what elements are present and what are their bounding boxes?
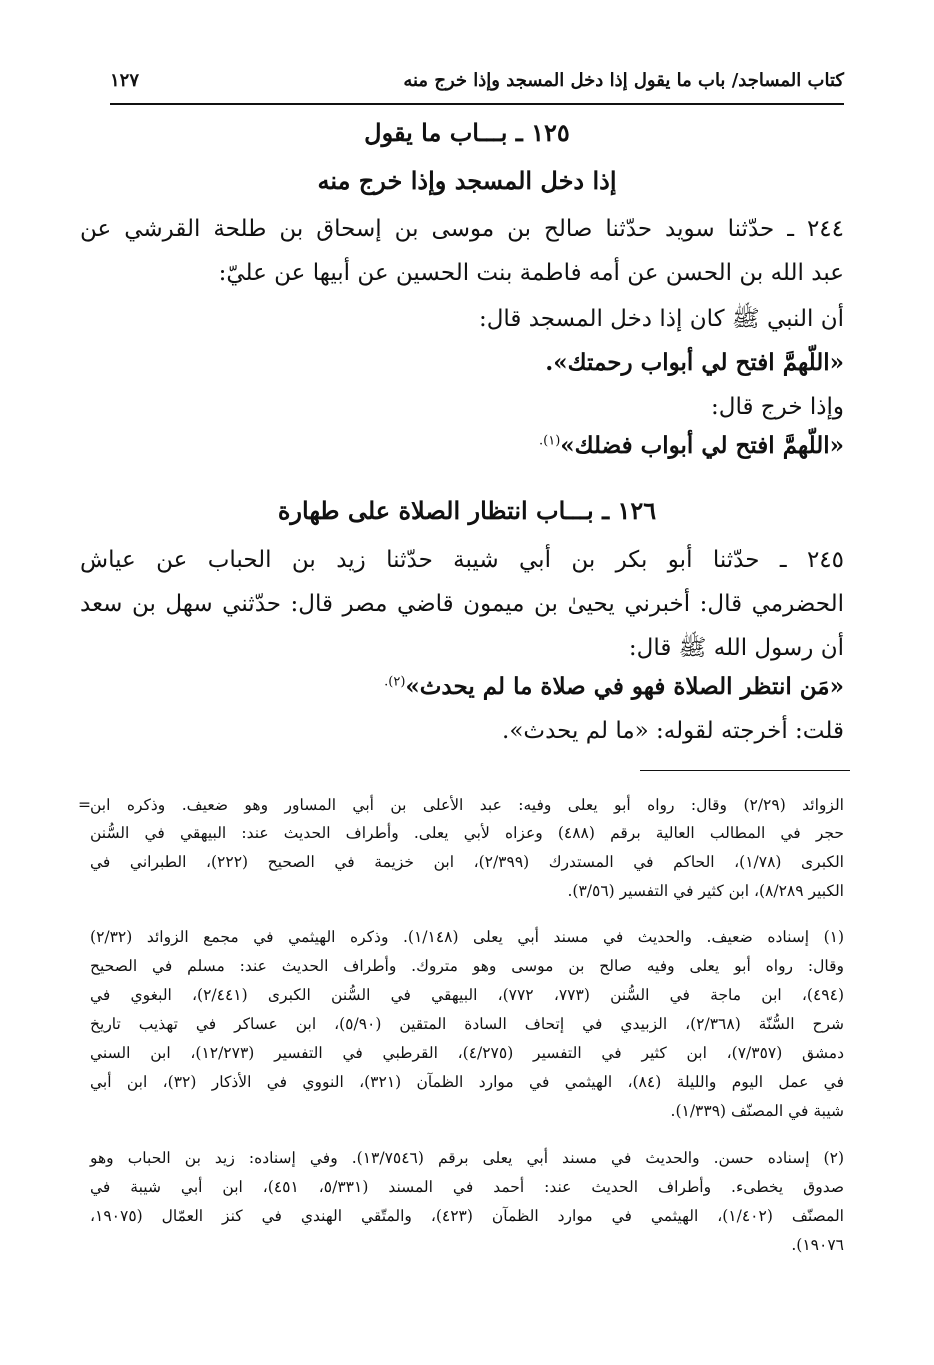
hadith-244-supplication-1: «اللّهمَّ افتح لي أبواب رحمتك». [545,349,844,376]
footnote-ref-1: (١). [539,433,561,449]
footnote-1-line-4: شرح السُّنّة (٢/٣٦٨)، الزبيدي في إتحاف السادة المتقين (٥/٩٠)، ابن عساكر في تهذيب تاريخ [90,1015,844,1033]
hadith-244-line-3: أن النبي ﷺ كان إذا دخل المسجد قال: [478,306,844,332]
hadith-245-quote [384,673,844,700]
footnote-2-line-1: (٢) إسناده حسن. والحديث في مسند أبي يعلى برقم (١٣/٧٥٤٦). وفي إسناده: زيد بن الحباب وهو [90,1149,844,1167]
footnote-cont-line-4: الكبير ٨/٢٨٩)، ابن كثير في التفسير (٣/٥٦). [567,882,844,900]
hadith-244-supplication-2 [539,432,844,459]
footnote-1-line-1: (١) إسناده ضعيف. والحديث في مسند أبي يعلى (١/١٤٨). وذكره الهيثمي في مجمع الزوائد (٢/٣٢) [90,928,845,946]
running-header [110,62,844,102]
footnote-separator [640,770,850,771]
footnote-ref-2: (٢). [384,674,406,690]
footnote-2-line-2: صدوق يخطىء. وأطراف الحديث عند: أحمد في المسند (٥/٣٣١، ٤٥١)، ابن أبي شيبة في [90,1178,844,1196]
hadith-245-line-1: ٢٤٥ ـ حدّثنا أبو بكر بن أبي شيبة حدّثنا زيد بن الحباب عن عياش [80,547,844,573]
footnote-1-line-6: في عمل اليوم والليلة (٨٤)، الهيثمي في موارد الظمآن (٣٢١)، النووي في الأذكار (٣٢)، ابن أبي [90,1073,844,1091]
chapter-heading-126: ١٢٦ ـ بـــاب انتظار الصلاة على طهارة [277,496,657,525]
header-rule [110,103,844,105]
hadith-245-quote-text: «مَن انتظر الصلاة فهو في صلاة ما لم يحدث» [405,673,844,700]
hadith-244-line-5: وإذا خرج قال: [711,394,844,420]
chapter-heading-125: ١٢٥ ـ بـــاب ما يقول [364,118,570,147]
footnote-cont-line-2: حجر في المطالب العالية برقم (٤٨٨) وعزاه لأبي يعلى. وأطراف الحديث عند: البيهقي في السُّنن [90,824,845,842]
editor-note: قلت: أخرجته لقوله: «ما لم يحدث». [502,718,844,744]
footnote-cont-line-1: الزوائد (٢/٢٩) وقال: رواه أبو يعلى وفيه: عبد الأعلى بن أبي المساور وهو ضعيف. وذكره ابن [90,796,844,814]
page-number: ١٢٧ [110,70,140,91]
footnote-1-line-2: وقال: رواه أبو يعلى وفيه صالح بن موسى وهو متروك. وأطراف الحديث عند: مسلم في الصحيح [90,957,844,975]
footnote-2-line-4: ١٩٠٧٦). [791,1236,844,1254]
hadith-245-line-2: الحضرمي قال: أخبرني يحيىٰ بن ميمون قاضي مصر قال: حدّثني سهل بن سعد [80,591,844,617]
footnote-cont-line-3: الكبرى (١/٧٨)، الحاكم في المستدرك (٢/٣٩٩)، ابن خزيمة في الصحيح (٢٢٢)، الطبراني في [90,853,844,871]
continuation-marker: = [78,796,91,814]
hadith-244-line-1: ٢٤٤ ـ حدّثنا سويد حدّثنا صالح بن موسى بن إسحاق بن طلحة القرشي عن [80,216,844,242]
chapter-heading-125-cont: إذا دخل المسجد وإذا خرج منه [317,166,617,195]
footnote-1-line-3: (٤٩٤)، ابن ماجة في السُّنن (٧٧٣، ٧٧٢)، البيهقي في السُّنن الكبرى (٢/٤٤١)، البغوي في [90,986,844,1004]
hadith-244-line-2: عبد الله بن الحسن عن أمه فاطمة بنت الحسين عن أبيها عن عليّ: [218,260,844,286]
footnote-2-line-3: المصنّف (١/٤٠٢)، الهيثمي في موارد الظمآن (٤٢٣)، والمتّقي الهندي في كنز العمّال (١٩٠٧٥، [90,1207,844,1225]
header-title: كتاب المساجد/ باب ما يقول إذا دخل المسجد وإذا خرج منه [403,70,844,91]
footnote-1-line-7: شيبة في المصنّف (١/٣٣٩). [670,1102,844,1120]
footnote-1-line-5: دمشق (٧/٣٥٧)، ابن كثير في التفسير (٤/٢٧٥)، القرطبي في التفسير (١٢/٢٧٣)، ابن السني [90,1044,845,1062]
hadith-245-line-3: أن رسول الله ﷺ قال: [628,635,844,661]
supplication-2-text: «اللّهمَّ افتح لي أبواب فضلك» [560,432,844,459]
